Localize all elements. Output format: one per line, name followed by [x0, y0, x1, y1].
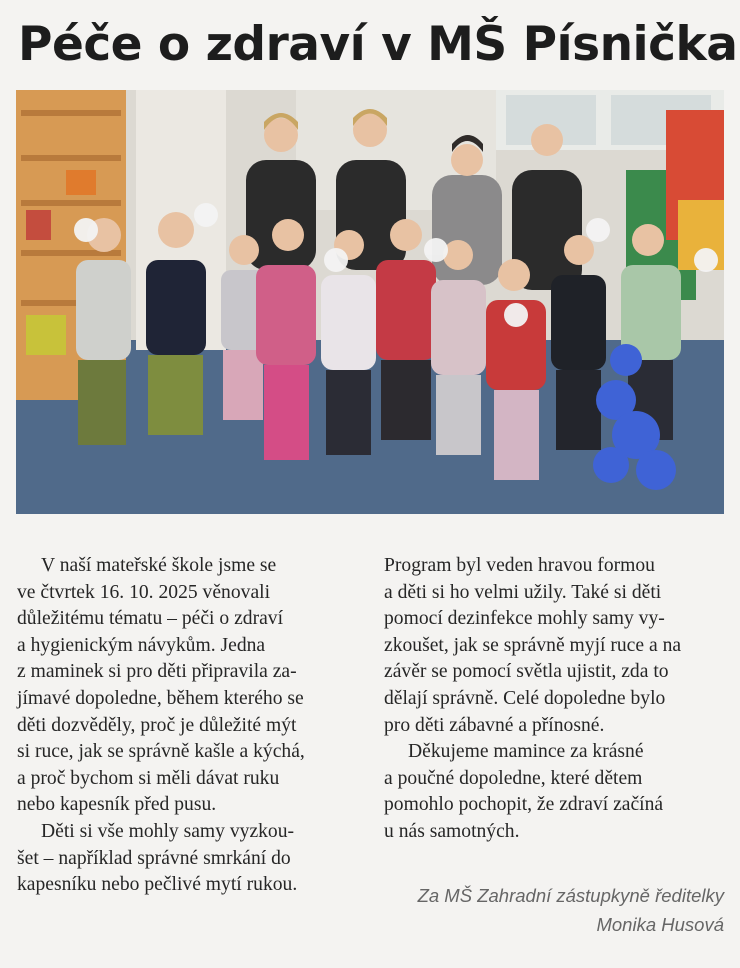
paragraph-line: a hygienickým návykům. Jedna [17, 634, 266, 656]
paragraph-line: pomocí dezinfekce mohly samy vy- [384, 608, 665, 630]
signature-role: Za MŠ Zahradní zástupkyně ředitelky [417, 885, 724, 906]
paragraph-line: u nás samotných. [384, 820, 520, 842]
paragraph-line: Děkujeme mamince za krásné [408, 741, 644, 763]
group-photo [16, 90, 724, 514]
left-text-column [17, 553, 362, 899]
paragraph-line: V naší mateřské škole jsme se [41, 555, 277, 576]
article-title: Péče o zdraví v MŠ Písnička [18, 17, 738, 72]
paragraph-line: z maminek si pro děti připravila za- [17, 661, 297, 683]
paragraph-line: a děti si ho velmi užily. Také si děti [384, 581, 662, 603]
paragraph-line: jímavé dopoledne, během kterého se [17, 687, 304, 709]
paragraph-line: Program byl veden hravou formou [384, 555, 655, 576]
paragraph-line: šet – například správné smrkání do [17, 847, 291, 869]
paragraph-line: důležitému tématu – péči o zdraví [17, 608, 284, 630]
paragraph-line: ve čtvrtek 16. 10. 2025 věnovali [17, 581, 271, 603]
group-photo-icon [16, 90, 724, 514]
paragraph-line: pro děti zábavné a přínosné. [384, 714, 605, 736]
paragraph-line: pomohlo pochopit, že zdraví začíná [384, 794, 664, 816]
paragraph-line: a poučné dopoledne, které dětem [384, 767, 643, 789]
signature-name: Monika Husová [596, 914, 724, 935]
paragraph-line: zkoušet, jak se správně myjí ruce a na [384, 634, 682, 656]
paragraph-line: nebo kapesník před pusu. [17, 794, 217, 816]
paragraph-line: děti dozvěděly, proč je důležité mýt [17, 714, 297, 736]
paragraph-line: závěr se pomocí světla ujistit, zda to [384, 661, 669, 683]
paragraph-line: Děti si vše mohly samy vyzkou- [41, 820, 295, 842]
paragraph-line: kapesníku nebo pečlivé mytí rukou. [17, 874, 298, 896]
paragraph-line: a proč bychom si měli dávat ruku [17, 767, 280, 789]
paragraph-line: si ruce, jak se správně kašle a kýchá, [17, 741, 305, 763]
right-text-column [384, 553, 729, 846]
paragraph-line: dělají správně. Celé dopoledne bylo [384, 687, 666, 709]
